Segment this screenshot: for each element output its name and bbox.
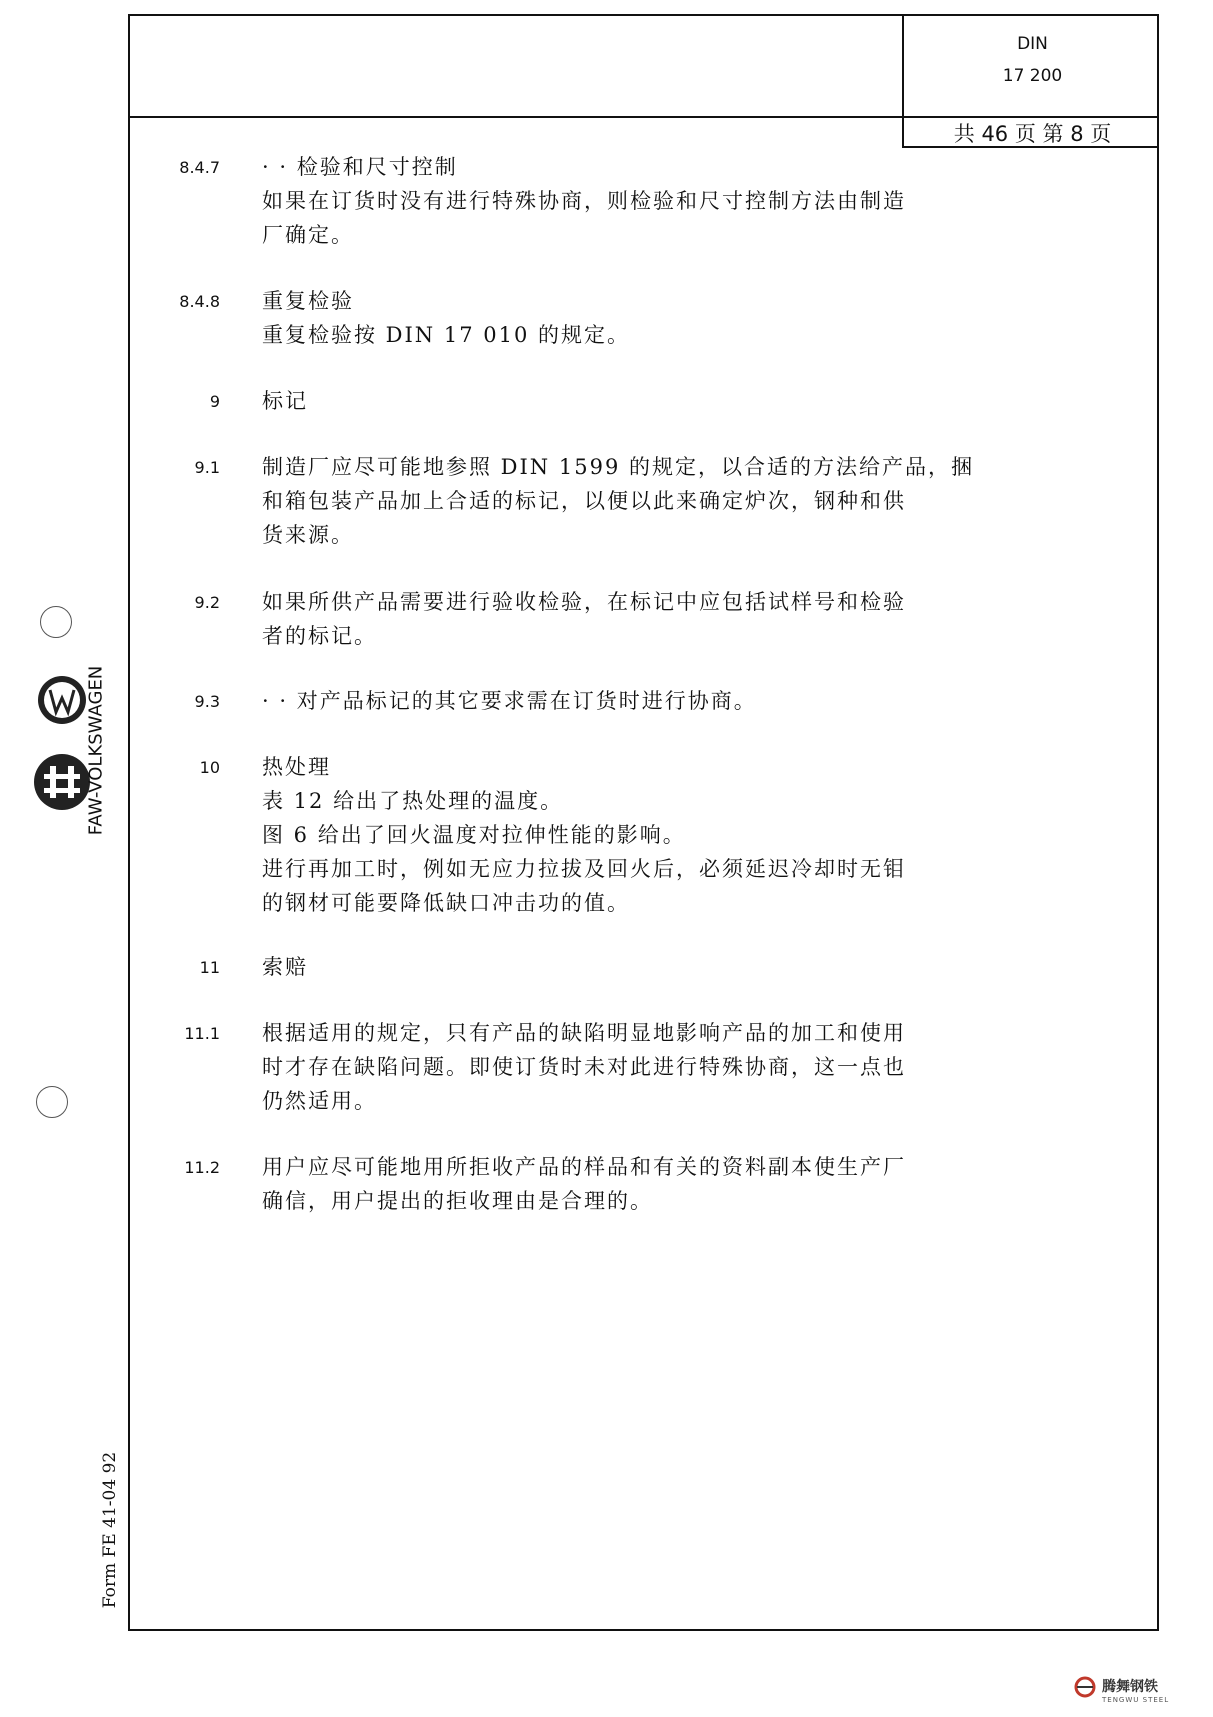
text-line: 重复检验	[262, 289, 354, 313]
text-line: 如果在订货时没有进行特殊协商，则检验和尺寸控制方法由制造	[262, 189, 906, 213]
section-text	[262, 384, 1022, 418]
tengwu-logo-icon	[1072, 1676, 1098, 1698]
text-line: 重复检验按 DIN 17 010 的规定。	[262, 323, 631, 347]
text-line: 索赔	[262, 955, 308, 979]
text-line: 如果所供产品需要进行验收检验，在标记中应包括试样号和检验	[262, 590, 906, 614]
section-number: 9	[209, 392, 220, 411]
text-line: 仍然适用。	[262, 1089, 377, 1113]
text-line: 用户应尽可能地用所拒收产品的样品和有关的资料副本使生产厂	[262, 1155, 906, 1179]
section-number: 9.1	[194, 458, 220, 477]
text-line: 根据适用的规定，只有产品的缺陷明显地影响产品的加工和使用	[262, 1021, 906, 1045]
section-text	[262, 585, 1022, 653]
section-number: 9.3	[194, 692, 220, 711]
punch-hole-icon	[36, 1086, 68, 1118]
section-number: 11.1	[184, 1024, 220, 1043]
text-line: 时才存在缺陷问题。即使订货时未对此进行特殊协商，这一点也	[262, 1055, 906, 1079]
section-number: 11	[199, 958, 220, 977]
section-text	[262, 950, 1022, 984]
section-number: 11.2	[184, 1158, 220, 1177]
page-info: 共 46 页 第 8 页	[953, 122, 1112, 146]
header-box	[902, 14, 1159, 148]
form-code: Form FE 41-04 92	[100, 1451, 120, 1609]
text-line: 和箱包装产品加上合适的标记，以便以此来确定炉次，钢种和供	[262, 489, 906, 513]
section-text	[262, 284, 1022, 352]
faw-vw-logo-icon	[30, 670, 90, 830]
section-text	[262, 750, 1022, 920]
text-line: 制造厂应尽可能地参照 DIN 1599 的规定，以合适的方法给产品，捆	[262, 455, 974, 479]
text-line: 货来源。	[262, 523, 354, 547]
section-number: 8.4.7	[179, 158, 220, 177]
text-line: 确信，用户提出的拒收理由是合理的。	[262, 1189, 653, 1213]
text-line: 厂确定。	[262, 223, 354, 247]
punch-hole-icon	[40, 606, 72, 638]
watermark-name: 腾舞钢铁	[1102, 1679, 1158, 1695]
text-line: 图 6 给出了回火温度对拉伸性能的影响。	[262, 823, 686, 847]
section-text	[262, 1150, 1022, 1218]
section-text	[262, 450, 1022, 552]
section-number: 10	[199, 758, 220, 777]
text-line: · · 对产品标记的其它要求需在订货时进行协商。	[262, 689, 757, 713]
section-text	[262, 1016, 1022, 1118]
section-number: 8.4.8	[179, 292, 220, 311]
text-line: 表 12 给出了热处理的温度。	[262, 789, 564, 813]
text-line: 的钢材可能要降低缺口冲击功的值。	[262, 891, 630, 915]
brand-text: FAW-VOLKSWAGEN	[85, 665, 107, 836]
watermark	[1102, 1676, 1169, 1704]
text-line: 热处理	[262, 755, 331, 779]
section-number: 9.2	[194, 593, 220, 612]
watermark-subtitle: TENGWU STEEL	[1102, 1696, 1170, 1704]
section-text	[262, 684, 1022, 718]
text-line: · · 检验和尺寸控制	[262, 155, 458, 179]
text-line: 者的标记。	[262, 624, 377, 648]
text-line: 进行再加工时，例如无应力拉拔及回火后，必须延迟冷却时无钼	[262, 857, 906, 881]
text-line: 标记	[262, 389, 308, 413]
standard-code: DIN	[1017, 34, 1048, 54]
standard-number: 17 200	[1002, 66, 1063, 86]
section-text	[262, 150, 1022, 252]
